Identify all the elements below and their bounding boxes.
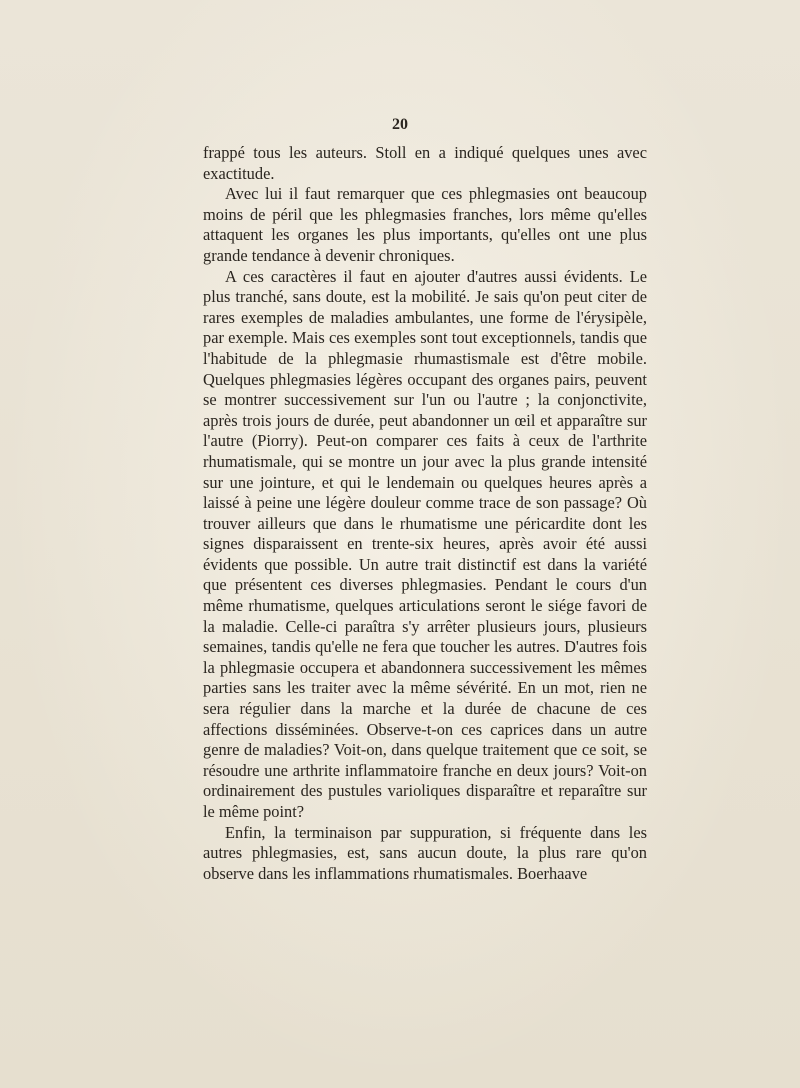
paragraph-4: Enfin, la terminaison par suppuration, si fréquente dans les autres phlegmasies, est, sans aucun doute, la plus rare qu'on observe dans les inflammations rhumatismales. Boerhaave xyxy=(203,822,647,883)
page-number: 20 xyxy=(392,116,408,133)
paragraph-1: frappé tous les auteurs. Stoll en a indiqué quelques unes avec exactitude. xyxy=(203,143,647,183)
body-text xyxy=(203,143,647,884)
paragraph-2: Avec lui il faut remarquer que ces phlegmasies ont beaucoup moins de péril que les phlegmasies franches, lors même qu'elles attaquent les organes les plus importants, qu'elles ont une plus grande tendance à devenir chroniques. xyxy=(203,184,647,265)
paragraph-3: A ces caractères il faut en ajouter d'autres aussi évidents. Le plus tranché, sans doute, est la mobilité. Je sais qu'on peut citer de rares exemples de maladies ambulantes, une forme de l'érysipèle, par exemple. Mais ces exemples sont tout exceptionnels, tandis que l'habitude de la phlegmasie rhumastismale est d'être mobile. Quelques phlegmasies légères occupant des organes pairs, peuvent se montrer successivement sur l'un ou l'autre ; la conjonctivite, après trois jours de durée, peut abandonner un œil et apparaître sur l'autre (Piorry). Peut-on comparer ces faits à ceux de l'arthrite rhumatismale, qui se montre un jour avec la plus grande intensité sur une jointure, et qui le lendemain ou quelques heures après a laissé à peine une légère douleur comme trace de son passage? Où trouver ailleurs que dans le rhumatisme une péricardite dont les signes disparaissent en trente-six heures, après avoir été aussi évidents que possible. Un autre trait distinctif est dans la variété que présentent ces diverses phlegmasies. Pendant le cours d'un même rhumatisme, quelques articulations seront le siége favori de la maladie. Celle-ci paraîtra s'y arrêter plusieurs jours, plusieurs semaines, tandis qu'elle ne fera que toucher les autres. D'autres fois la phlegmasie occupera et abandonnera successivement les mêmes parties sans les traiter avec la même sévérité. En un mot, rien ne sera régulier dans la marche et la durée de chacune de ces affections disséminées. Observe-t-on ces caprices dans un autre genre de maladies? Voit-on, dans quelque traitement que ce soit, se résoudre une arthrite inflammatoire franche en deux jours? Voit-on ordinairement des pustules varioliques disparaître et reparaître sur le même point? xyxy=(203,266,647,821)
